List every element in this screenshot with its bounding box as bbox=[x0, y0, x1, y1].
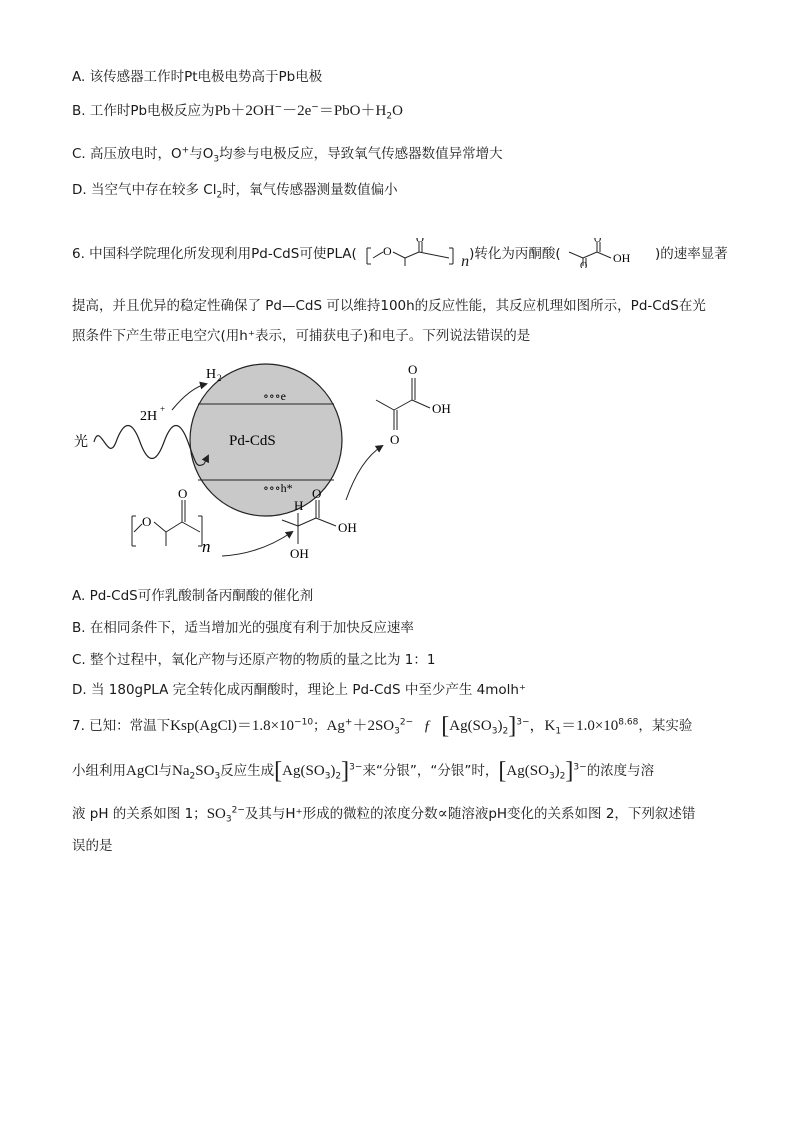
hole-label: ∘∘∘h* bbox=[263, 481, 293, 495]
q6-option-d: D. 当 180gPLA 完全转化成丙酮酸时，理论上 Pd-CdS 中至少产生 4molh⁺ bbox=[72, 682, 527, 698]
h2-subscript: 2 bbox=[217, 373, 222, 383]
pla-inline-structure bbox=[361, 238, 461, 268]
lactic-to-pyruvic-arrow bbox=[346, 446, 382, 500]
q7-alpha: ∝ bbox=[437, 806, 448, 822]
pla-inline-carbonyl-o: O bbox=[416, 238, 425, 245]
q7-l2-e: 的浓度与溶 bbox=[586, 763, 655, 779]
q7-l2-b: 与 bbox=[158, 763, 173, 779]
pla-n: n bbox=[202, 537, 211, 556]
q5-option-a: A. 该传感器工作时Pt电极电势高于Pb电极 bbox=[72, 69, 323, 85]
q5-option-b-eq-c: ＝PbO＋H bbox=[318, 103, 387, 119]
lactic-oh-1: OH bbox=[290, 546, 309, 561]
q7-stem-line2: 小组利用AgCl与$Na_2SO_3$反应生成$[Ag(SO_3)_2]^{3-}$来“分银”，“分银”时，$[Ag(SO_3)_2]^{3-}$的浓度与溶 bbox=[72, 758, 655, 784]
q7-l3-b: 及其与H⁺形成的微粒的浓度分数 bbox=[244, 806, 438, 822]
q5-option-c-prefix: C. 高压放电时， bbox=[72, 146, 172, 162]
q7-stem-line4: 误的是 bbox=[72, 838, 113, 854]
lactic-oh-2: OH bbox=[338, 520, 357, 535]
lactic-carbonyl-o: O bbox=[312, 486, 322, 501]
q6-stem-a: 6. 中国科学院理化所发现利用Pd-CdS可使PLA( bbox=[72, 246, 357, 262]
q5-option-d-rest: 时，氧气传感器测量数值偏小 bbox=[222, 182, 398, 198]
pyruvic-acid-o: O bbox=[408, 362, 418, 377]
q5-option-b-eq-a: Pb＋2OH bbox=[214, 103, 275, 119]
radical-o: O bbox=[171, 146, 182, 162]
q6-stem-line3: 照条件下产生带正电空穴(用h⁺表示，可捕获电子)和电子。下列说法错误的是 bbox=[72, 328, 531, 344]
q5-option-c-rest: 与O bbox=[189, 146, 214, 162]
pla-o: O bbox=[142, 514, 152, 529]
pla-carbonyl-o: O bbox=[178, 486, 188, 501]
q7-complex-2: Ag(SO bbox=[282, 763, 325, 779]
pyruvic-oh: OH bbox=[432, 401, 451, 416]
q7-complex: Ag(SO bbox=[449, 718, 492, 734]
q6-stem-c: )的速率显著 bbox=[654, 246, 728, 262]
particle-label: Pd-CdS bbox=[229, 433, 276, 449]
q5-option-d: D. 当空气中存在较多 $Cl_2$时，氧气传感器测量数值偏小 bbox=[72, 182, 398, 201]
q6-stem-line1 bbox=[72, 238, 728, 272]
electron-label: ∘∘∘e bbox=[263, 389, 286, 403]
q7-k1: ，K bbox=[529, 718, 556, 734]
q7-eq-ag: Ag bbox=[326, 718, 345, 734]
q5-option-b-eq-d: O bbox=[392, 103, 403, 119]
q6-option-a: A. Pd-CdS可作乳酸制备丙酮酸的催化剂 bbox=[72, 588, 314, 604]
q7-l1-a: 7. 已知：常温下 bbox=[72, 718, 171, 734]
q7-eq-so3: ＋2SO bbox=[352, 718, 395, 734]
q7-l1-c: ，某实验 bbox=[638, 718, 693, 734]
q5-option-c-rest2: 均参与电极反应，导致氧气传感器数值异常增大 bbox=[219, 146, 503, 162]
q5-option-b: B. 工作时Pb电极反应为$Pb+2OH^--2e^-=PbO+H_2O$ bbox=[72, 102, 403, 122]
q7-agcl: AgCl bbox=[126, 763, 159, 779]
q7-k1-value: ＝1.0×10 bbox=[561, 718, 619, 734]
pla-inline-n: n bbox=[461, 253, 470, 270]
pyruvic-inline-o2: O bbox=[593, 238, 602, 245]
q7-l3-c: 随溶液pH变化的关系如图 2，下列叙述错 bbox=[447, 806, 696, 822]
q7-stem-line3: 液 pH 的关系如图 1；$SO_3^{2-}$及其与H⁺形成的微粒的浓度分数∝随溶液pH变化的关系如图 2，下列叙述错 bbox=[72, 805, 696, 825]
q5-option-b-prefix: B. 工作时Pb电极反应为 bbox=[72, 103, 215, 119]
pyruvic-inline-oh: OH bbox=[612, 251, 631, 265]
q5-option-d-prefix: D. 当空气中存在较多 Cl bbox=[72, 182, 217, 198]
q5-option-b-eq-b: －2e bbox=[282, 103, 312, 119]
q7-na2so3: Na bbox=[172, 763, 190, 779]
pyruvic-inline-o1: O bbox=[579, 261, 588, 268]
q7-na2so3-b: SO bbox=[195, 763, 215, 779]
light-wave bbox=[94, 426, 204, 466]
q7-stem-line1: 7. 已知：常温下$Ksp(AgCl)=1.8\times 10^{-10}$；$Ag^++2SO_3^{2-}$ ƒ $[Ag(SO_3)_2]^{3-}$，$K_1=1.0\times 10^{8.68}$，某实验 bbox=[72, 713, 693, 739]
q7-l3-a: 液 pH 的关系如图 1； bbox=[72, 806, 207, 822]
q7-k1-exp: 8.68 bbox=[618, 717, 639, 728]
pla-to-lactic-arrow bbox=[222, 532, 292, 556]
q7-equilibrium-symbol: ƒ bbox=[423, 718, 431, 734]
lactic-h: H bbox=[294, 498, 304, 513]
q6-stem-line2: 提高，并且优异的稳定性确保了 Pd—CdS 可以维持100h的反应性能，其反应机理如图所示，Pd-CdS在光 bbox=[72, 298, 706, 314]
q7-ksp: Ksp(AgCl)＝1.8×10 bbox=[170, 718, 295, 734]
q7-l2-d: 来“分银”，“分银”时， bbox=[362, 763, 499, 779]
q7-l1-b: ； bbox=[313, 718, 327, 734]
q6-stem-b: )转化为丙酮酸( bbox=[469, 246, 561, 262]
q7-l2-a: 小组利用 bbox=[72, 763, 126, 779]
light-label: 光 bbox=[74, 435, 88, 450]
q7-complex-3: Ag(SO bbox=[506, 763, 549, 779]
pla-inline-o: O bbox=[383, 244, 392, 258]
pyruvic-ketone-o: O bbox=[390, 432, 400, 447]
q7-l2-c: 反应生成 bbox=[220, 763, 275, 779]
two-h-plus-label: 2H bbox=[140, 409, 158, 424]
q6-option-b: B. 在相同条件下，适当增加光的强度有利于加快反应速率 bbox=[72, 620, 414, 636]
q7-ksp-exp: −10 bbox=[294, 717, 314, 728]
two-h-plus-sign: + bbox=[160, 404, 166, 414]
q6-option-c: C. 整个过程中，氧化产物与还原产物的物质的量之比为 1：1 bbox=[72, 652, 436, 668]
reaction-mechanism-diagram bbox=[60, 360, 480, 580]
pyruvic-inline-structure bbox=[565, 238, 655, 268]
q5-option-c: C. 高压放电时，O+与$O_3$均参与电极反应，导致氧气传感器数值异常增大 bbox=[72, 145, 503, 165]
h2-label: H bbox=[206, 367, 217, 382]
